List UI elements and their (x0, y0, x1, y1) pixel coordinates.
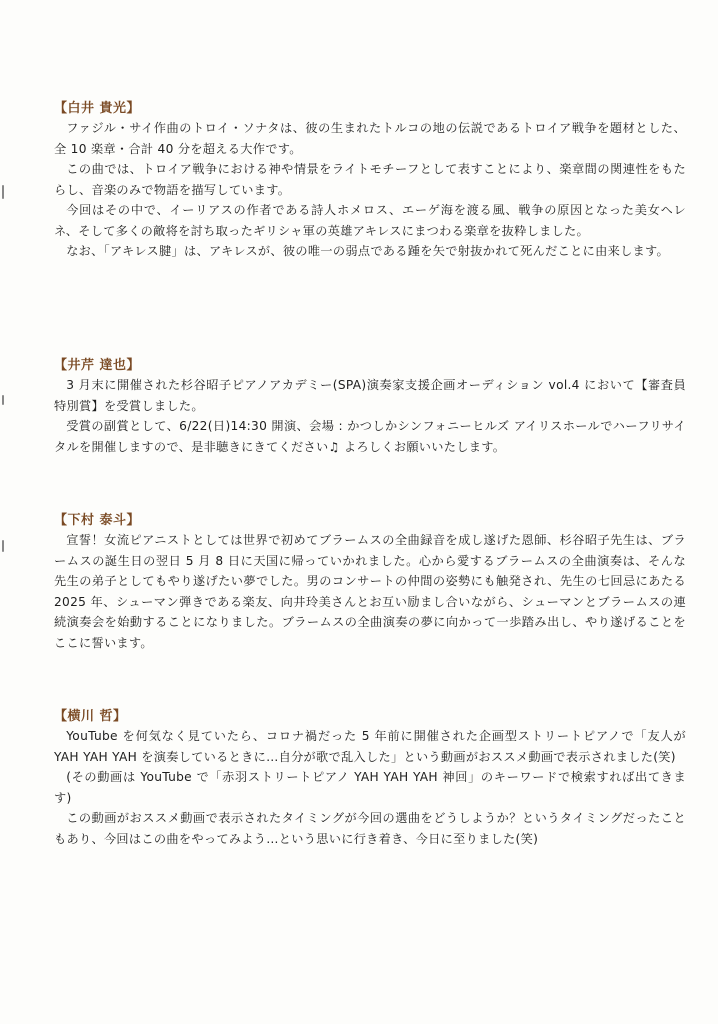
paragraph: 宣誓！女流ピアニストとしては世界で初めてブラームスの全曲録音を成し遂げた恩師、杉谷昭子先生は、ブラームスの誕生日の翌日 5 月 8 日に天国に帰っていかれました。心から愛するブラームスの全曲演奏は、そんな先生の弟子としてもやり遂げたい夢でした。男のコンサートの仲間の姿勢にも触発され、先生の七回忌にあたる 2025 年、シューマン弾きである楽友、向井玲美さんとお互い励まし合いながら、シューマンとブラームスの連続演奏会を始動することになりました。ブラームスの全曲演奏の夢に向かって一歩踏み出し、やり遂げることをここに誓います。 (54, 533, 686, 650)
paragraph: 3 月末に開催された杉谷昭子ピアノアカデミー(SPA)演奏家支援企画オーディション vol.4 において【審査員特別賞】を受賞しました。 (54, 378, 686, 413)
scan-mark (2, 540, 4, 552)
section-heading: 【白井 貴光】 (54, 101, 141, 116)
paragraph: 受賞の副賞として、6/22(日)14:30 開演、会場 : かつしかシンフォニーヒルズ アイリスホールでハーフリサイタルを開催しますので、是非聴きにきてください♫ よろしくお願いいたします。 (54, 419, 686, 454)
paragraph: ファジル・サイ作曲のトロイ・ソナタは、彼の生まれたトルコの地の伝説であるトロイア戦争を題材とした、全 10 楽章・合計 40 分を超える大作です。 (54, 121, 686, 156)
paragraph: YouTube を何気なく見ていたら、コロナ禍だった 5 年前に開催された企画型ストリートピアノで「友人が YAH YAH YAH を演奏しているときに…自分が歌で乱入した」という動画がおススメ動画で表示されました(笑) (54, 729, 686, 764)
paragraph: この曲では、トロイア戦争における神や情景をライトモチーフとして表すことにより、楽章間の関連性をもたらし、音楽のみで物語を描写しています。 (54, 162, 686, 197)
section-yokokawa (54, 708, 686, 849)
section-iseri (54, 357, 686, 457)
section-shimomura (54, 512, 686, 653)
scan-mark (2, 185, 4, 199)
paragraph: この動画がおススメ動画で表示されたタイミングが今回の選曲をどうしようか？というタイミングだったこともあり、今回はこの曲をやってみよう…という思いに行き着き、今日に至りました(笑) (54, 811, 686, 846)
paragraph: なお、「アキレス腱」は、アキレスが、彼の唯一の弱点である踵を矢で射抜かれて死んだことに由来します。 (66, 244, 670, 258)
section-heading: 【井芹 達也】 (54, 358, 141, 373)
paragraph: 今回はその中で、イーリアスの作者である詩人ホメロス、エーゲ海を渡る風、戦争の原因となった美女ヘレネ、そして多くの敵将を討ち取ったギリシャ軍の英雄アキレスにまつわる楽章を抜粋しました。 (54, 203, 686, 238)
paragraph: (その動画は YouTube で「赤羽ストリートピアノ YAH YAH YAH 神回」のキーワードで検索すれば出てきます) (54, 770, 686, 805)
section-heading: 【横川 哲】 (54, 709, 127, 724)
scan-mark (2, 395, 4, 405)
section-heading: 【下村 泰斗】 (54, 513, 141, 528)
section-shirai (54, 100, 686, 262)
